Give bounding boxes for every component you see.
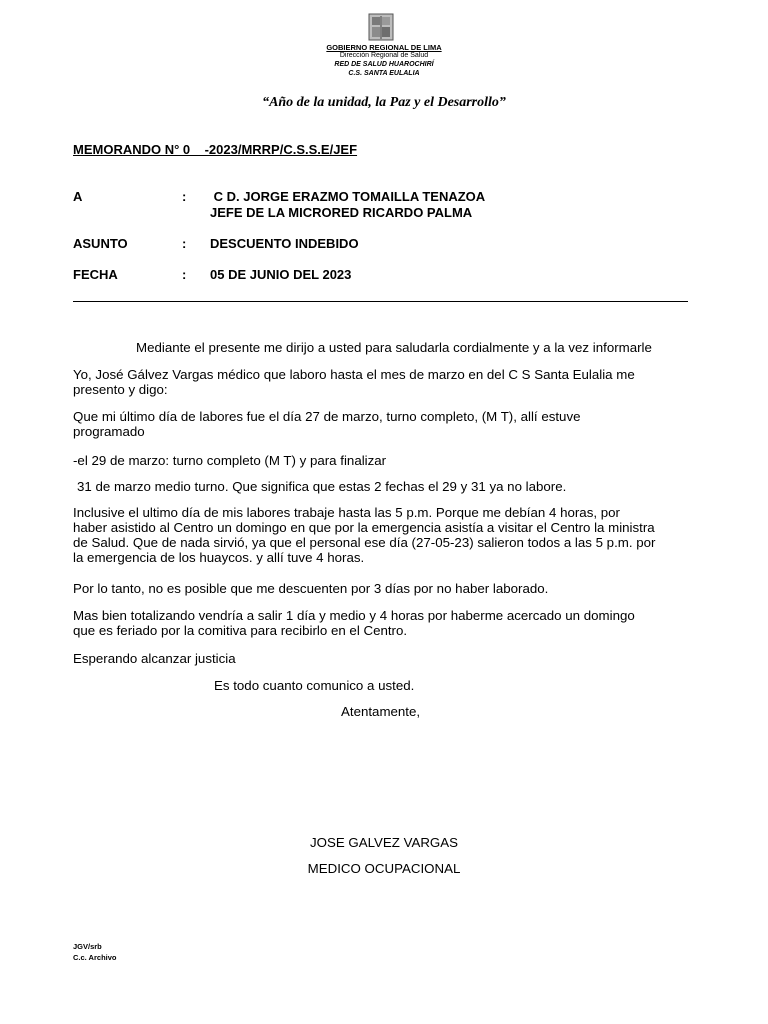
paragraph-line: Yo, José Gálvez Vargas médico que laboro hasta el mes de marzo en del C S Santa Eulalia me	[73, 367, 635, 382]
header-center: C.S. SANTA EULALIA	[348, 70, 420, 77]
paragraph-greeting: Mediante el presente me dirijo a usted para saludarla cordialmente y a la vez informarle	[136, 340, 652, 355]
header-network: RED DE SALUD HUAROCHIRÍ	[334, 61, 434, 68]
paragraph-line: programado	[73, 424, 145, 439]
paragraph-last-day	[73, 409, 698, 439]
header-org: GOBIERNO REGIONAL DE LIMA	[326, 43, 442, 52]
closing-line: Es todo cuanto comunico a usted.	[214, 678, 415, 693]
paragraph-intro	[73, 367, 698, 397]
separator-line	[73, 301, 688, 302]
paragraph-inclusive	[73, 505, 698, 565]
footer-cc: C.c. Archivo	[73, 953, 117, 962]
paragraph-march-31: 31 de marzo medio turno. Que significa que estas 2 fechas el 29 y 31 ya no labore.	[77, 479, 567, 494]
paragraph-line: Inclusive el ultimo día de mis labores trabaje hasta las 5 p.m. Porque me debían 4 horas, por	[73, 505, 620, 520]
subject-colon: :	[182, 236, 187, 251]
paragraph-line: Mas bien totalizando vendría a salir 1 día y medio y 4 horas por haberme acercado un domingo	[73, 608, 635, 623]
paragraph-line: la emergencia de los huaycos. y allí tuve 4 horas.	[73, 550, 365, 565]
government-crest-icon	[366, 12, 396, 42]
closing-regards: Atentamente,	[341, 704, 421, 719]
paragraph-line: de Salud. Que de nada sirvió, ya que el personal ese día (27-05-23) salieron todos a las 5 p.m. por	[73, 535, 656, 550]
date-colon: :	[182, 267, 187, 282]
footer-initials: JGV/srb	[73, 942, 102, 951]
paragraph-conclusion: Por lo tanto, no es posible que me descuenten por 3 días por no haber laborado.	[73, 581, 549, 596]
date-value: 05 DE JUNIO DEL 2023	[210, 267, 352, 282]
paragraph-line: presento y digo:	[73, 382, 168, 397]
recipient-name: C D. JORGE ERAZMO TOMAILLA TENAZOA	[210, 189, 486, 204]
header-direction: Dirección Regional de Salud	[339, 52, 429, 59]
date-label: FECHA	[73, 267, 118, 282]
memo-number: MEMORANDO N° 0 -2023/MRRP/C.S.S.E/JEF	[73, 142, 358, 157]
paragraph-line: haber asistido al Centro un domingo en que por la emergencia asistía a visitar el Centro la ministra	[73, 520, 655, 535]
recipient-title: JEFE DE LA MICRORED RICARDO PALMA	[210, 205, 473, 220]
signer-title: MEDICO OCUPACIONAL	[307, 861, 461, 876]
year-motto: “Año de la unidad, la Paz y el Desarrollo”	[262, 95, 506, 110]
subject-value: DESCUENTO INDEBIDO	[210, 236, 359, 251]
to-colon: :	[182, 189, 187, 204]
paragraph-line: Que mi último día de labores fue el día 27 de marzo, turno completo, (M T), allí estuve	[73, 409, 581, 424]
signer-name: JOSE GALVEZ VARGAS	[309, 835, 459, 850]
paragraph-line: que es feriado por la comitiva para recibirlo en el Centro.	[73, 623, 408, 638]
to-label: A	[73, 189, 83, 204]
paragraph-justice: Esperando alcanzar justicia	[73, 651, 236, 666]
paragraph-total	[73, 608, 698, 638]
paragraph-march-29: -el 29 de marzo: turno completo (M T) y para finalizar	[73, 453, 387, 468]
subject-label: ASUNTO	[73, 236, 128, 251]
